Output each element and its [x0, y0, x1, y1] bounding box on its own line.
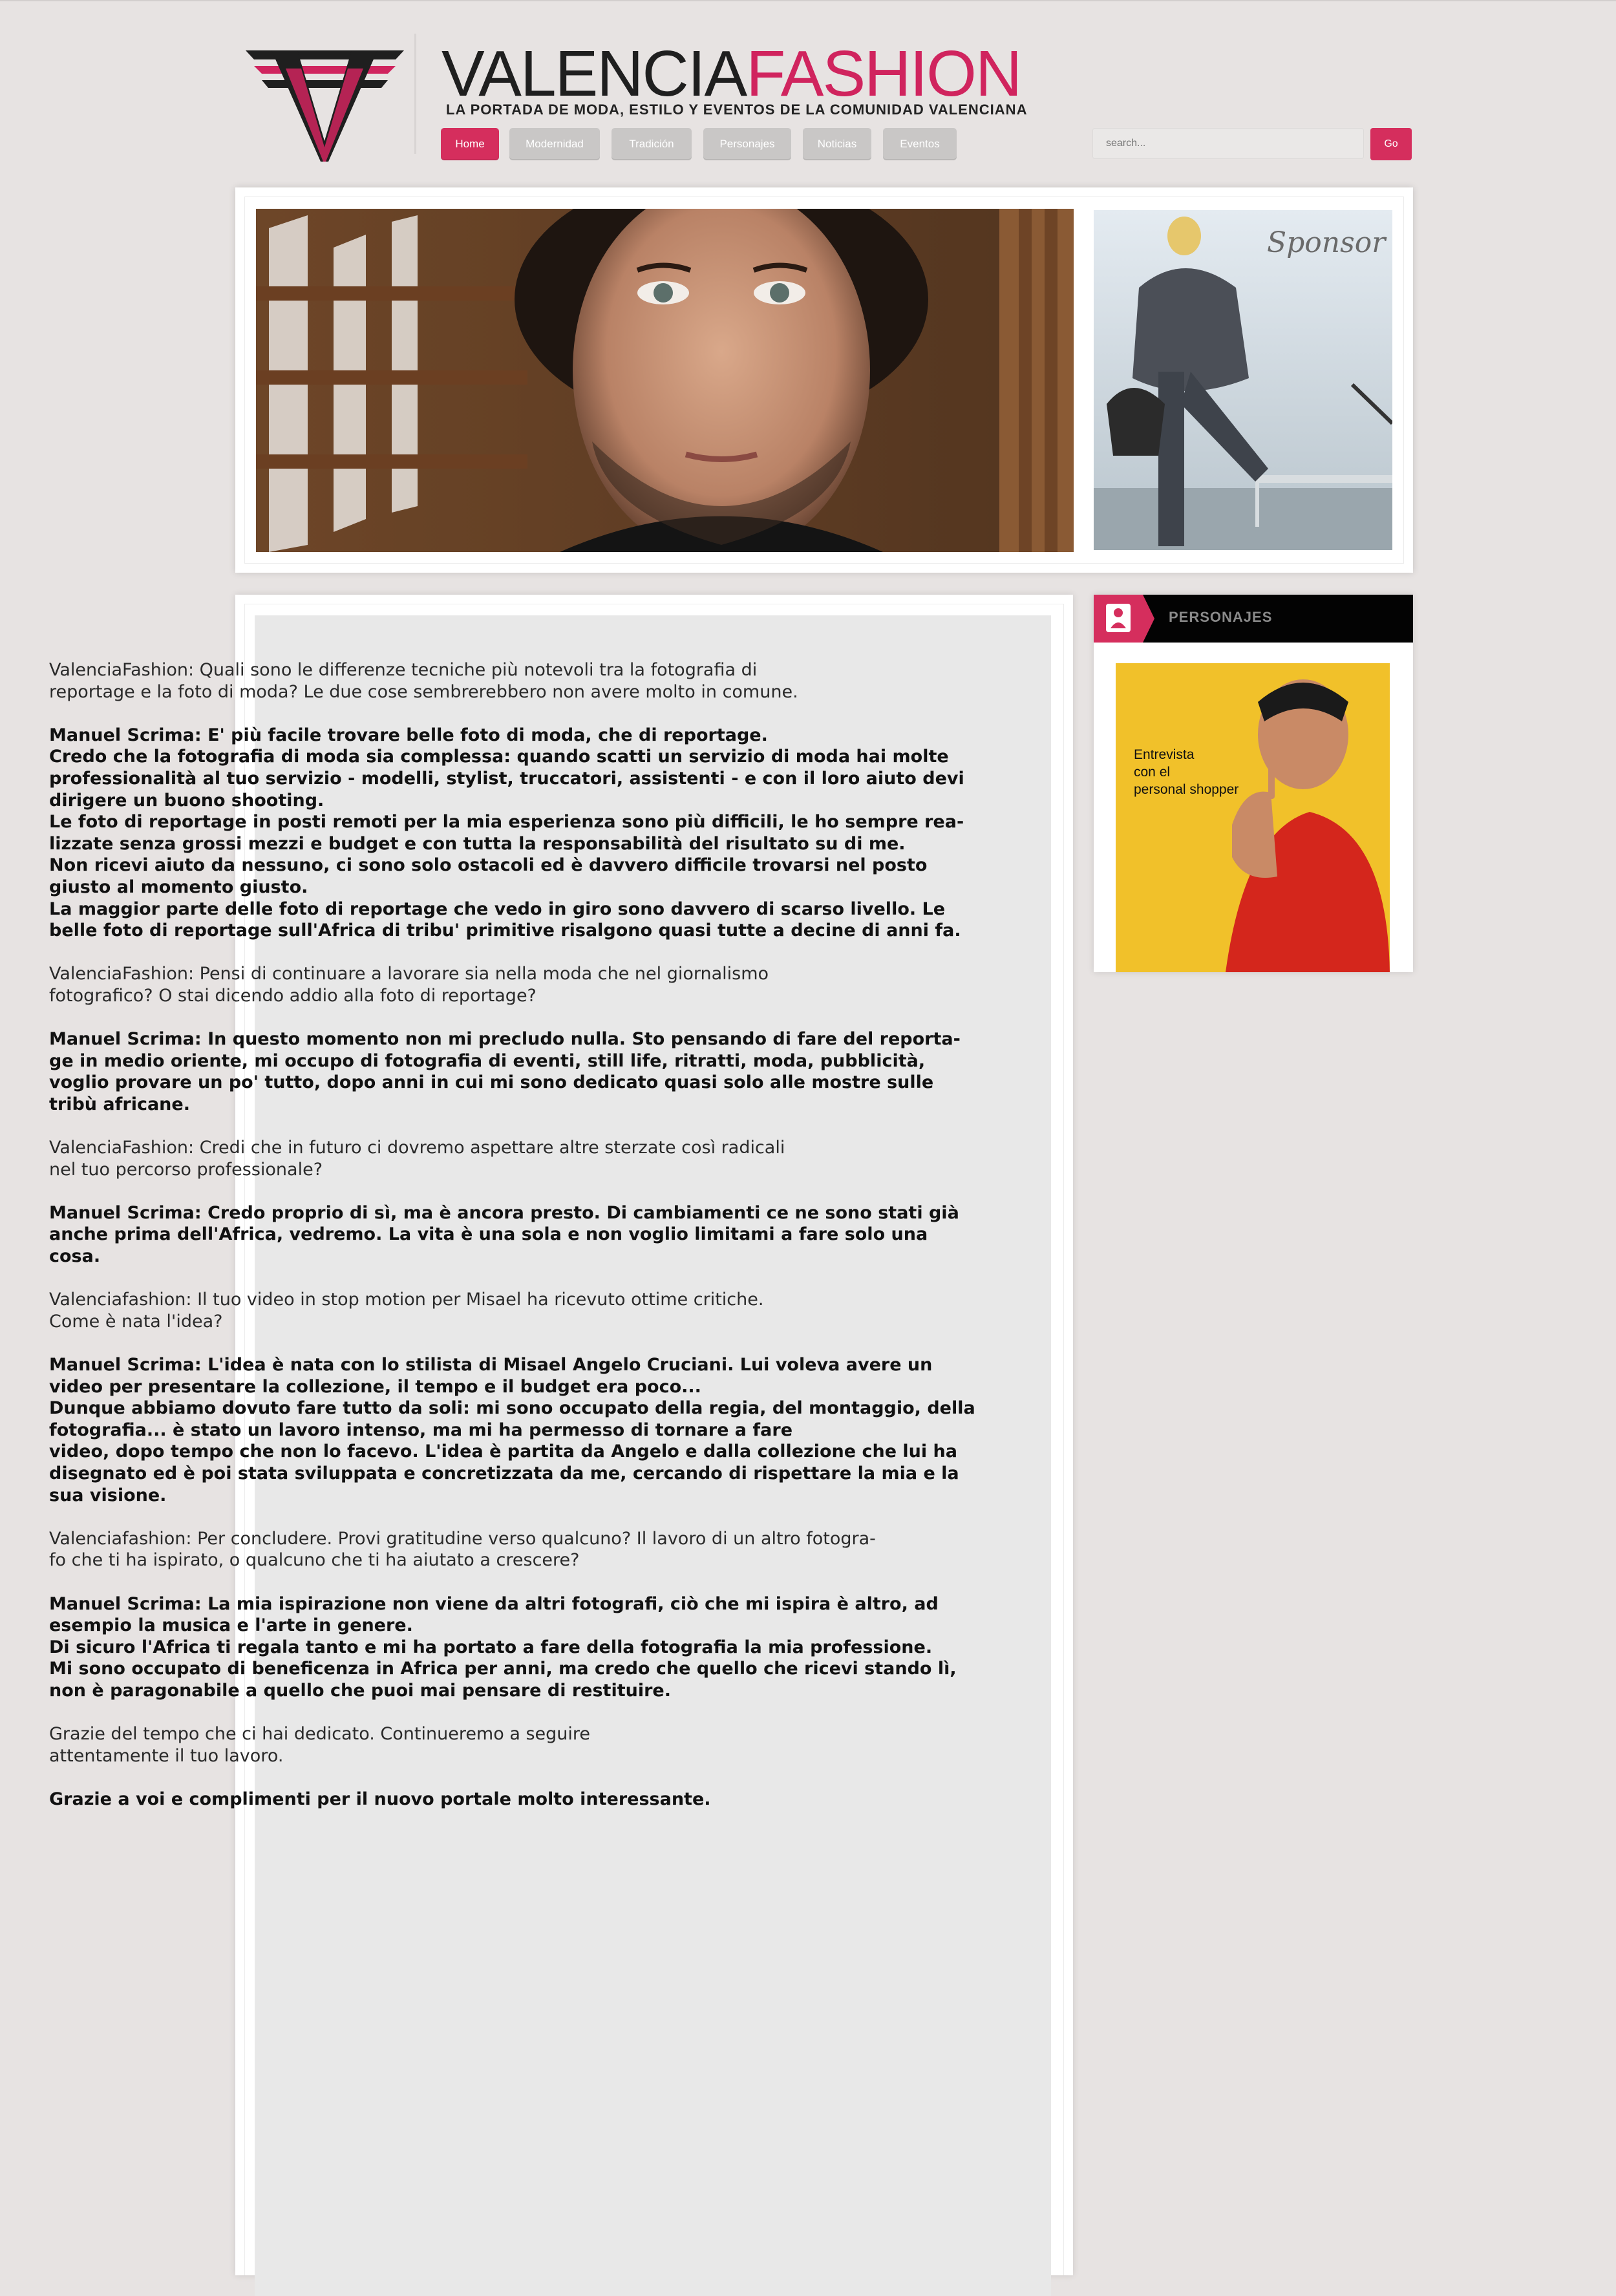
sidebar-title: PERSONAJES: [1169, 609, 1273, 625]
hero-banner: [235, 187, 1413, 573]
search-input[interactable]: [1092, 128, 1364, 159]
valenciafashion-logo-icon[interactable]: [246, 50, 404, 162]
nav-tradicion[interactable]: Tradición: [611, 128, 692, 160]
question-paragraph: ValenciaFashion: Credi che in futuro ci dovremo aspettare altre sterzate così radicali nel tuo percorso professionale?: [49, 1138, 785, 1180]
question-paragraph: ValenciaFashion: Quali sono le differenze tecniche più notevoli tra la fotografia di reportage e la foto di moda? Le due cose sembrerebbero non avere molto in comune.: [49, 660, 798, 702]
sidebar-header[interactable]: [1094, 595, 1413, 643]
sidebar-personajes: [1094, 595, 1413, 972]
closing-paragraph: Grazie del tempo che ci hai dedicato. Continueremo a seguire attentamente il tuo lavoro.: [49, 1724, 591, 1766]
question-paragraph: ValenciaFashion: Pensi di continuare a lavorare sia nella moda che nel giornalismo fotografico? O stai dicendo addio alla foto di reportage?: [49, 964, 769, 1006]
answer-paragraph: Manuel Scrima: L'idea è nata con lo stilista di Misael Angelo Cruciani. Lui voleva avere un video per presentare la collezione, il tempo e il budget era poco... Dunque abbiamo dovuto fare tutto da soli: mi sono occupato della regia, del montaggio, della fotografia... è stato un lavoro intenso, ma mi ha permesso di tornare a fare video, dopo tempo che non lo facevo. L'idea è partita da Angelo e dalla collezione che lui ha disegnato ed è poi stata sviluppata e concretizzata da me, cercando di rispettare la mia e la sua visione.: [49, 1355, 975, 1505]
search-go-button[interactable]: Go: [1370, 128, 1412, 160]
nav-personajes[interactable]: Personajes: [703, 128, 791, 160]
site-title[interactable]: VALENCIAFASHION: [441, 37, 1021, 110]
nav-eventos[interactable]: Eventos: [883, 128, 957, 160]
sidebar-image-caption: Entrevista con el personal shopper: [1134, 747, 1239, 797]
closing-reply-paragraph: Grazie a voi e complimenti per il nuovo portale molto interessante.: [49, 1789, 711, 1809]
sponsor-ad-image[interactable]: [1094, 210, 1392, 550]
hero-portrait-image[interactable]: [256, 209, 1074, 552]
top-border: [0, 0, 1616, 1]
question-paragraph: Valenciafashion: Per concludere. Provi gratitudine verso qualcuno? Il lavoro di un altro fotogra- fo che ti ha ispirato, o qualcuno che ti ha aiutato a crescere?: [49, 1528, 876, 1571]
site-tagline: LA PORTADA DE MODA, ESTILO Y EVENTOS DE LA COMUNIDAD VALENCIANA: [446, 101, 1028, 118]
question-paragraph: Valenciafashion: Il tuo video in stop motion per Misael ha ricevuto ottime critiche. Come è nata l'idea?: [49, 1290, 764, 1332]
nav-home[interactable]: Home: [441, 128, 499, 160]
interview-text: [49, 659, 1032, 1832]
answer-paragraph: Manuel Scrima: In questo momento non mi precludo nulla. Sto pensando di fare del reporta- ge in medio oriente, mi occupo di fotografia di eventi, still life, ritratti, moda, pubblicità, voglio provare un po' tutto, dopo anni in cui mi sono dedicato quasi solo alle mostre sulle tribù africane.: [49, 1029, 961, 1114]
answer-paragraph: Manuel Scrima: E' più facile trovare belle foto di moda, che di reportage. Credo che la fotografia di moda sia complessa: quando scatti un servizio di moda hai molte professionalità al tuo servizio - modelli, stylist, truccatori, assistenti - e con il loro aiuto devi dirigere un buono shooting. Le foto di reportage in posti remoti per la mia esperienza sono più difficili, le ho sempre rea- lizzate senza grossi mezzi e budget e con tutta la responsabilità del risultato su di me. Non ricevi aiuto da nessuno, ci sono solo ostacoli ed è davvero difficile trovarsi nel posto giusto al momento giusto. La maggior parte delle foto di reportage che vedo in giro sono davvero di scarso livello. Le belle foto di reportage sull'Africa di tribu' primitive risalgono quasi tutte a decine di anni fa.: [49, 725, 964, 941]
personal-shopper-image[interactable]: [1116, 663, 1390, 972]
answer-paragraph: Manuel Scrima: La mia ispirazione non viene da altri fotografi, ciò che mi ispira è altro, ad esempio la musica e l'arte in genere. Di sicuro l'Africa ti regala tanto e mi ha portato a fare della fotografia la mia professione. Mi sono occupato di beneficenza in Africa per anni, ma credo che quello che ricevi stando lì, non è paragonabile a quello che puoi mai pensare di restituire.: [49, 1593, 957, 1701]
nav-noticias[interactable]: Noticias: [803, 128, 871, 160]
answer-paragraph: Manuel Scrima: Credo proprio di sì, ma è ancora presto. Di cambiamenti ce ne sono stati già anche prima dell'Africa, vedremo. La vita è una sola e non voglio limitami a fare solo una cosa.: [49, 1202, 959, 1267]
person-icon: [1094, 595, 1143, 643]
sponsor-label: Sponsor: [1267, 226, 1386, 259]
logo-divider: [414, 34, 416, 154]
nav-modernidad[interactable]: Modernidad: [509, 128, 600, 160]
